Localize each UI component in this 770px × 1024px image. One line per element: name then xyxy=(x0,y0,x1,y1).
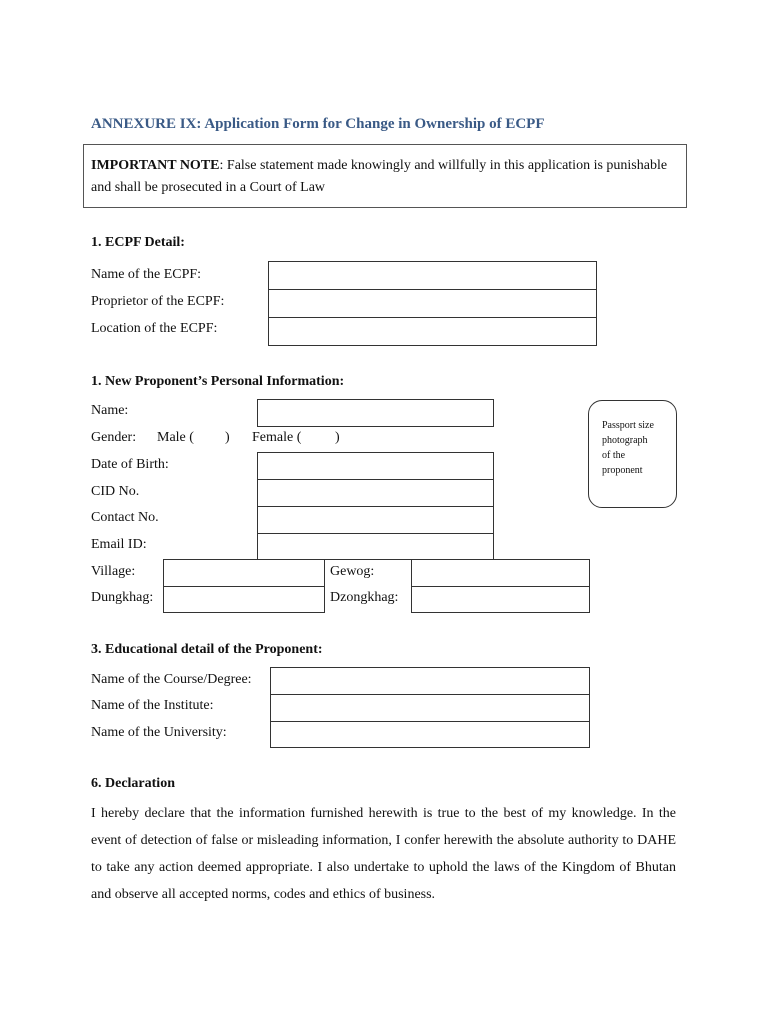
cid-field[interactable] xyxy=(257,479,494,507)
gender-label: Gender: xyxy=(91,430,137,445)
gender-female-close: ) xyxy=(335,430,340,445)
ecpf-location-field[interactable] xyxy=(268,317,597,346)
email-field[interactable] xyxy=(257,533,494,560)
dzongkhag-field[interactable] xyxy=(411,586,590,613)
course-label: Name of the Course/Degree: xyxy=(91,672,252,687)
page-title: ANNEXURE IX: Application Form for Change in Ownership of ECPF xyxy=(91,116,545,132)
photo-text-line: of the xyxy=(602,450,626,461)
cid-label: CID No. xyxy=(91,484,140,499)
dob-label: Date of Birth: xyxy=(91,457,169,472)
section-ecpf-detail-heading: 1. ECPF Detail: xyxy=(91,235,185,250)
photo-text-line: photograph xyxy=(602,435,648,446)
dob-field[interactable] xyxy=(257,452,494,480)
ecpf-name-label: Name of the ECPF: xyxy=(91,267,202,282)
course-field[interactable] xyxy=(270,667,590,695)
university-label: Name of the University: xyxy=(91,725,227,740)
gender-male-option[interactable]: Male ( xyxy=(157,430,194,445)
declaration-heading: 6. Declaration xyxy=(91,776,175,791)
photo-text-line: proponent xyxy=(602,465,643,476)
email-label: Email ID: xyxy=(91,537,147,552)
section-personal-info-heading: 1. New Proponent’s Personal Information: xyxy=(91,374,345,389)
gender-female-option[interactable]: Female ( xyxy=(252,430,302,445)
section-education-heading: 3. Educational detail of the Proponent: xyxy=(91,642,323,657)
dungkhag-field[interactable] xyxy=(163,586,325,613)
photo-text-line: Passport size xyxy=(602,420,654,431)
important-note xyxy=(91,155,681,199)
gewog-field[interactable] xyxy=(411,559,590,587)
contact-field[interactable] xyxy=(257,506,494,534)
dungkhag-label: Dungkhag: xyxy=(91,590,154,605)
important-note-label: IMPORTANT NOTE xyxy=(91,158,220,173)
institute-field[interactable] xyxy=(270,694,590,722)
name-label: Name: xyxy=(91,403,129,418)
gewog-label: Gewog: xyxy=(330,564,375,579)
village-field[interactable] xyxy=(163,559,325,587)
contact-label: Contact No. xyxy=(91,510,159,525)
declaration-text: I hereby declare that the information furnished herewith is true to the best of my knowledge. In the event of detection of false or misleading information, I confer herewith the absolute authority to DAHE to take any action deemed appropriate. I also undertake to uphold the laws of the Kingdom of Bhutan and observe all accepted norms, codes and ethics of business. xyxy=(91,806,676,902)
important-note-text: : False statement made knowingly and willfully in this application is punishable and shall be prosecuted in a Court of Law xyxy=(91,158,668,195)
village-label: Village: xyxy=(91,564,136,579)
gender-male-close: ) xyxy=(225,430,230,445)
name-field[interactable] xyxy=(257,399,494,427)
passport-photo-box[interactable] xyxy=(588,400,677,508)
institute-label: Name of the Institute: xyxy=(91,698,214,713)
dzongkhag-label: Dzongkhag: xyxy=(330,590,399,605)
ecpf-proprietor-label: Proprietor of the ECPF: xyxy=(91,294,225,309)
university-field[interactable] xyxy=(270,721,590,748)
ecpf-proprietor-field[interactable] xyxy=(268,289,597,318)
ecpf-location-label: Location of the ECPF: xyxy=(91,321,218,336)
ecpf-name-field[interactable] xyxy=(268,261,597,290)
